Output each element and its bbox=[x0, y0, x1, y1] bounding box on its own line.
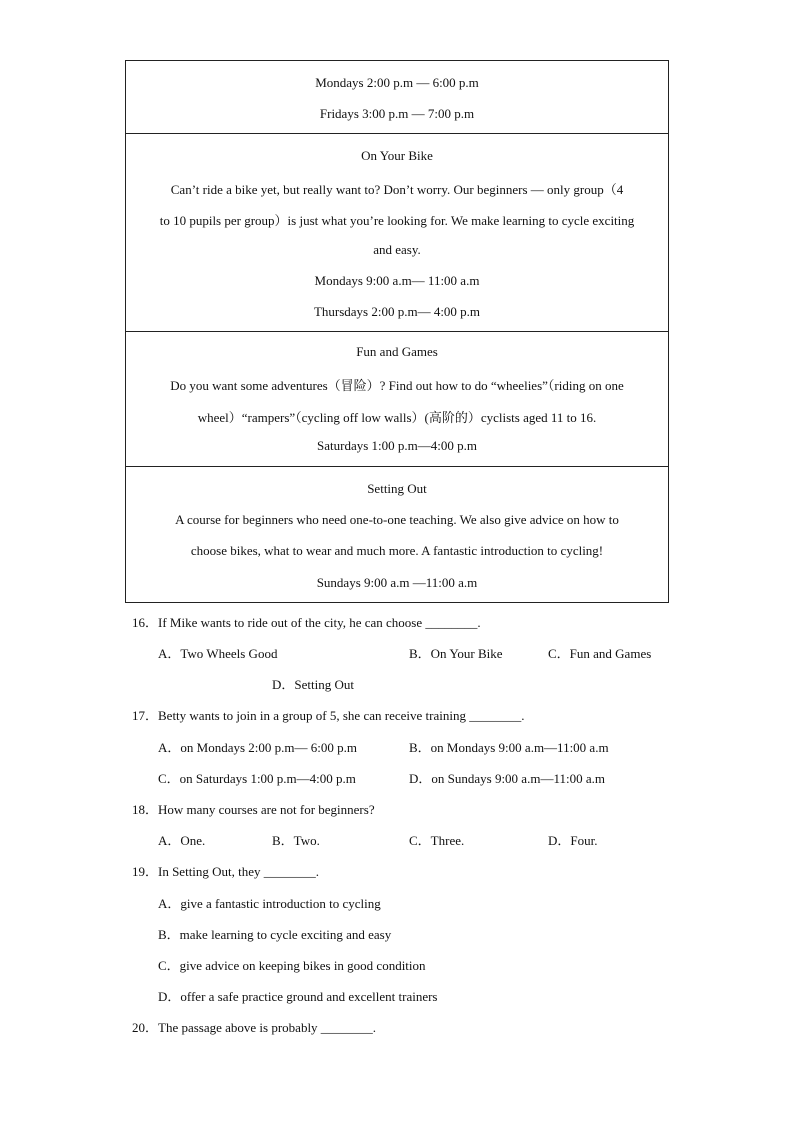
table-section-fun-and-games bbox=[126, 331, 668, 467]
option-19-b: B．make learning to cycle exciting and easy bbox=[158, 927, 392, 942]
section-title: Setting Out bbox=[367, 481, 427, 496]
table-section-on-your-bike bbox=[126, 133, 668, 332]
time-line: Thursdays 2:00 p.m— 4:00 p.m bbox=[313, 304, 481, 319]
option-16-a: A．Two Wheels Good bbox=[158, 646, 278, 661]
section-title: On Your Bike bbox=[361, 148, 433, 163]
option-18-d: D．Four. bbox=[548, 833, 598, 848]
option-18-c: C．Three. bbox=[409, 833, 465, 848]
question-16-stem: 16．If Mike wants to ride out of the city, he can choose ________. bbox=[132, 615, 481, 630]
time-line: Fridays 3:00 p.m — 7:00 p.m bbox=[319, 106, 475, 121]
option-16-d: D．Setting Out bbox=[272, 677, 354, 692]
table-section-two-wheels-times bbox=[126, 61, 668, 133]
question-17-stem: 17．Betty wants to join in a group of 5, she can receive training ________. bbox=[132, 708, 525, 723]
section-body-line: to 10 pupils per group）is just what you’re looking for. We make learning to cycle exciting bbox=[159, 213, 635, 228]
time-line: Sundays 9:00 a.m —11:00 a.m bbox=[316, 575, 478, 590]
option-17-b: B．on Mondays 9:00 a.m—11:00 a.m bbox=[409, 740, 609, 755]
section-body-line: and easy. bbox=[373, 242, 421, 257]
section-body-line: Do you want some adventures（冒险）? Find out how to do “wheelies”（riding on one bbox=[170, 378, 624, 393]
course-table bbox=[125, 60, 669, 603]
option-19-a: A．give a fantastic introduction to cycling bbox=[158, 896, 381, 911]
question-20-stem: 20．The passage above is probably ________. bbox=[132, 1020, 377, 1035]
option-17-a: A．on Mondays 2:00 p.m— 6:00 p.m bbox=[158, 740, 357, 755]
question-19-stem: 19．In Setting Out, they ________. bbox=[132, 864, 320, 879]
option-19-d: D．offer a safe practice ground and excellent trainers bbox=[158, 989, 438, 1004]
option-18-b: B．Two. bbox=[272, 833, 320, 848]
section-body-line: A course for beginners who need one-to-one teaching. We also give advice on how to bbox=[175, 512, 619, 527]
question-18-stem: 18．How many courses are not for beginners? bbox=[132, 802, 375, 817]
section-body-line: Can’t ride a bike yet, but really want to? Don’t worry. Our beginners — only group（4 bbox=[170, 182, 624, 197]
option-16-b: B．On Your Bike bbox=[409, 646, 503, 661]
time-line: Mondays 9:00 a.m— 11:00 a.m bbox=[314, 273, 480, 288]
section-body-line: choose bikes, what to wear and much more. A fantastic introduction to cycling! bbox=[190, 543, 604, 558]
table-section-setting-out bbox=[126, 466, 668, 604]
time-line: Saturdays 1:00 p.m—4:00 p.m bbox=[317, 438, 477, 453]
option-18-a: A．One. bbox=[158, 833, 206, 848]
option-17-d: D．on Sundays 9:00 a.m—11:00 a.m bbox=[409, 771, 605, 786]
section-body-line: wheel）“rampers”（cycling off low walls）(高阶的）cyclists aged 11 to 16. bbox=[197, 410, 597, 425]
time-line: Mondays 2:00 p.m — 6:00 p.m bbox=[315, 75, 479, 90]
section-title: Fun and Games bbox=[356, 344, 438, 359]
option-19-c: C．give advice on keeping bikes in good condition bbox=[158, 958, 426, 973]
option-16-c: C．Fun and Games bbox=[548, 646, 652, 661]
option-17-c: C．on Saturdays 1:00 p.m—4:00 p.m bbox=[158, 771, 356, 786]
